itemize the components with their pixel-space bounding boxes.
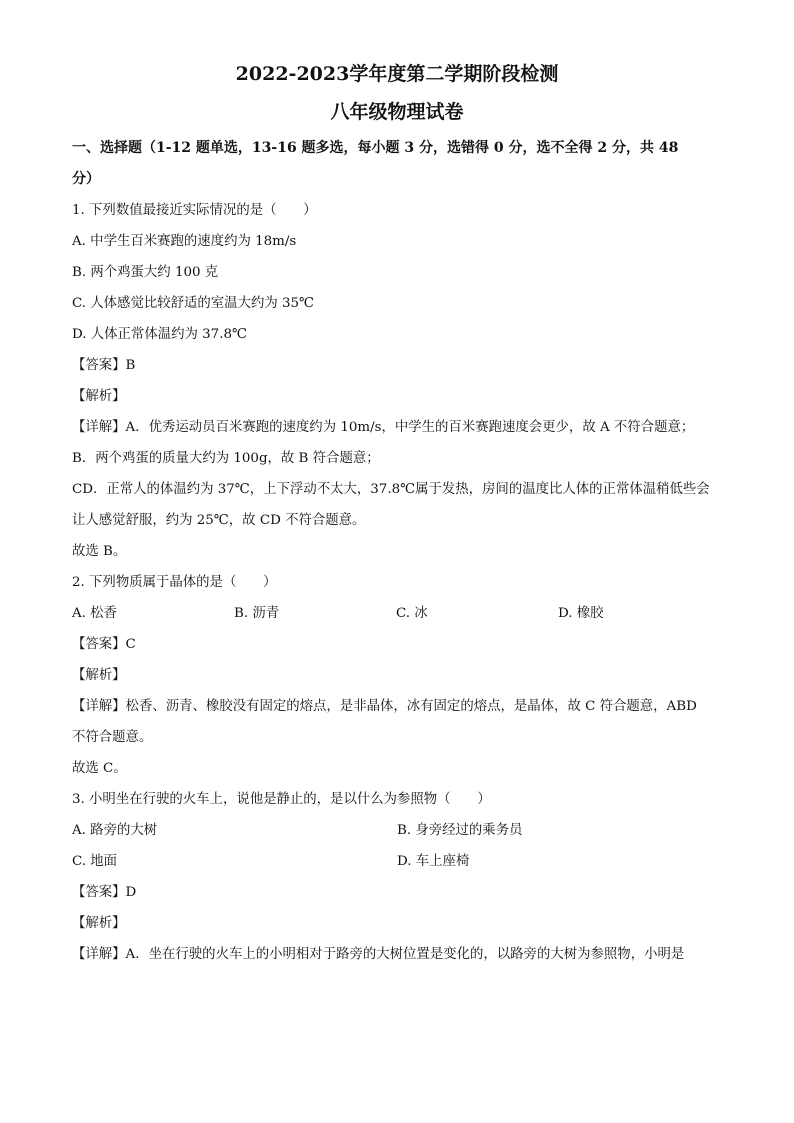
detail-line: 故选 C。 <box>72 761 127 776</box>
option-d: D. 橡胶 <box>558 606 604 621</box>
analysis-label: 【解析】 <box>72 916 126 931</box>
option-c: C. 冰 <box>396 606 428 621</box>
option-a: A. 松香 <box>72 606 117 621</box>
section-heading-line1: 一、选择题（1-12 题单选，13-16 题多选，每小题 3 分，选错得 0 分，选不全得 2 分，共 48 <box>72 140 679 156</box>
answer-label: 【答案】B <box>72 358 136 373</box>
option-b: B. 两个鸡蛋大约 100 克 <box>72 265 219 280</box>
option-b: B. 身旁经过的乘务员 <box>397 823 523 838</box>
answer-label: 【答案】D <box>72 885 137 900</box>
answer-label: 【答案】C <box>72 637 136 652</box>
question-3 <box>72 784 722 970</box>
exam-page <box>72 62 722 970</box>
question-2 <box>72 567 722 784</box>
detail-line: B．两个鸡蛋的质量大约为 100g，故 B 符合题意； <box>72 451 380 466</box>
detail-line: 让人感觉舒服，约为 25℃，故 CD 不符合题意。 <box>72 513 366 528</box>
analysis-label: 【解析】 <box>72 668 126 683</box>
analysis-label: 【解析】 <box>72 389 126 404</box>
page-title: 2022-2023学年度第二学期阶段检测 <box>235 63 559 85</box>
detail-line: 故选 B。 <box>72 544 127 559</box>
detail-line: 【详解】A．优秀运动员百米赛跑的速度约为 10m/s，中学生的百米赛跑速度会更少，故 A 不符合题意； <box>72 420 695 435</box>
question-stem: 1. 下列数值最接近实际情况的是（ ） <box>72 203 317 218</box>
option-a: A. 路旁的大树 <box>72 823 158 838</box>
options-row <box>72 846 722 877</box>
option-d: D. 人体正常体温约为 37.8℃ <box>72 327 247 342</box>
section-heading-line2: 分） <box>72 171 100 187</box>
question-1 <box>72 195 722 567</box>
option-c: C. 地面 <box>72 854 118 869</box>
option-c: C. 人体感觉比较舒适的室温大约为 35℃ <box>72 296 315 311</box>
detail-line: CD．正常人的体温约为 37℃，上下浮动不太大，37.8℃属于发热，房间的温度比人体的正常体温稍低些会 <box>72 482 710 497</box>
option-d: D. 车上座椅 <box>397 854 470 869</box>
detail-line: 【详解】A．坐在行驶的火车上的小明相对于路旁的大树位置是变化的，以路旁的大树为参照物，小明是 <box>72 947 685 962</box>
options-row <box>72 815 722 846</box>
question-stem: 3. 小明坐在行驶的火车上，说他是静止的，是以什么为参照物（ ） <box>72 792 491 807</box>
option-a: A. 中学生百米赛跑的速度约为 18m/s <box>72 234 297 249</box>
options-row <box>72 598 722 629</box>
question-stem: 2. 下列物质属于晶体的是（ ） <box>72 575 277 590</box>
detail-line: 【详解】松香、沥青、橡胶没有固定的熔点，是非晶体，冰有固定的熔点，是晶体，故 C 符合题意，ABD <box>72 699 697 714</box>
option-b: B. 沥青 <box>234 606 280 621</box>
page-subtitle: 八年级物理试卷 <box>330 101 464 123</box>
detail-line: 不符合题意。 <box>72 730 153 745</box>
